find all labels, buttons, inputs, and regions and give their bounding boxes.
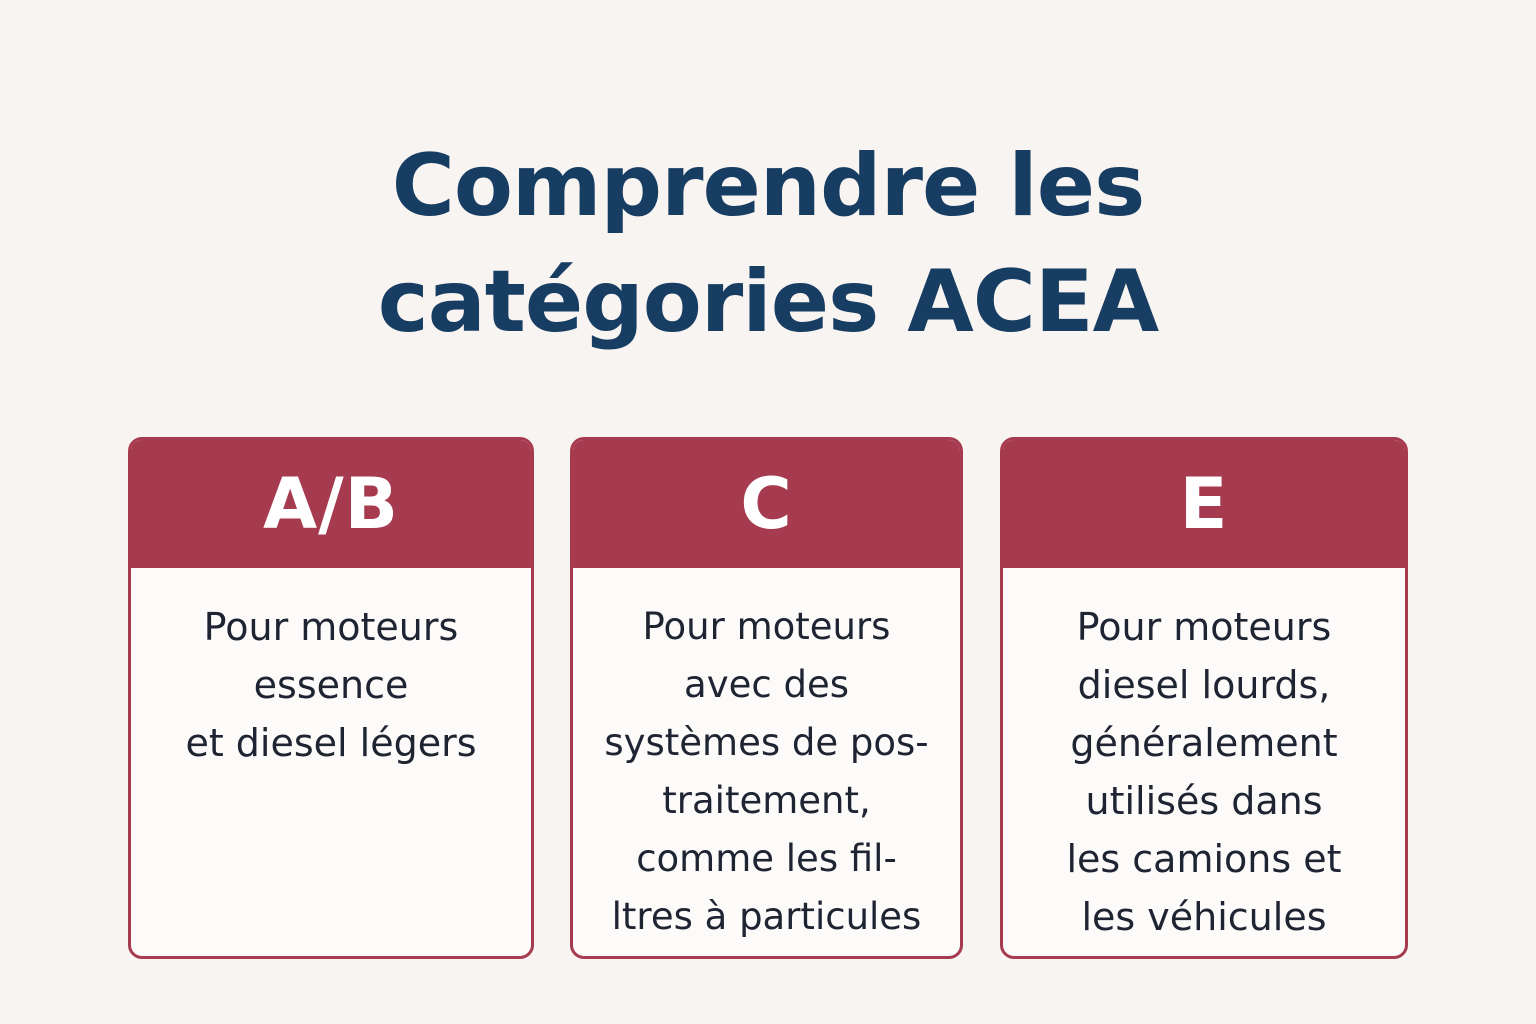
description-line: ltres à particules [611,895,922,938]
card-description-ab [131,568,531,772]
card-description-c [573,568,960,946]
description-line: les camions et [1066,837,1342,881]
category-card-e [1000,437,1408,959]
description-line: traitement, [662,779,871,822]
page-title [0,128,1536,360]
card-header-c: C [573,440,960,568]
description-line: utilisés dans [1085,779,1323,823]
card-header-ab: A/B [131,440,531,568]
card-header-e: E [1003,440,1405,568]
title-line-1: Comprendre les [391,136,1145,236]
category-card-ab [128,437,534,959]
description-line: les véhicules [1081,895,1327,939]
description-line: diesel lourds, [1077,663,1331,707]
description-line: et diesel légers [185,721,477,765]
description-line: essence [253,663,409,707]
description-line: Pour moteurs [1076,605,1332,649]
description-line: avec des [684,663,849,706]
category-card-c [570,437,963,959]
description-line: Pour moteurs [642,605,891,648]
card-description-e [1003,568,1405,946]
description-line: comme les fil- [636,837,897,880]
description-line: Pour moteurs [203,605,459,649]
description-line: systèmes de pos- [604,721,929,764]
title-line-2: catégories ACEA [377,252,1159,352]
description-line: généralement [1070,721,1338,765]
